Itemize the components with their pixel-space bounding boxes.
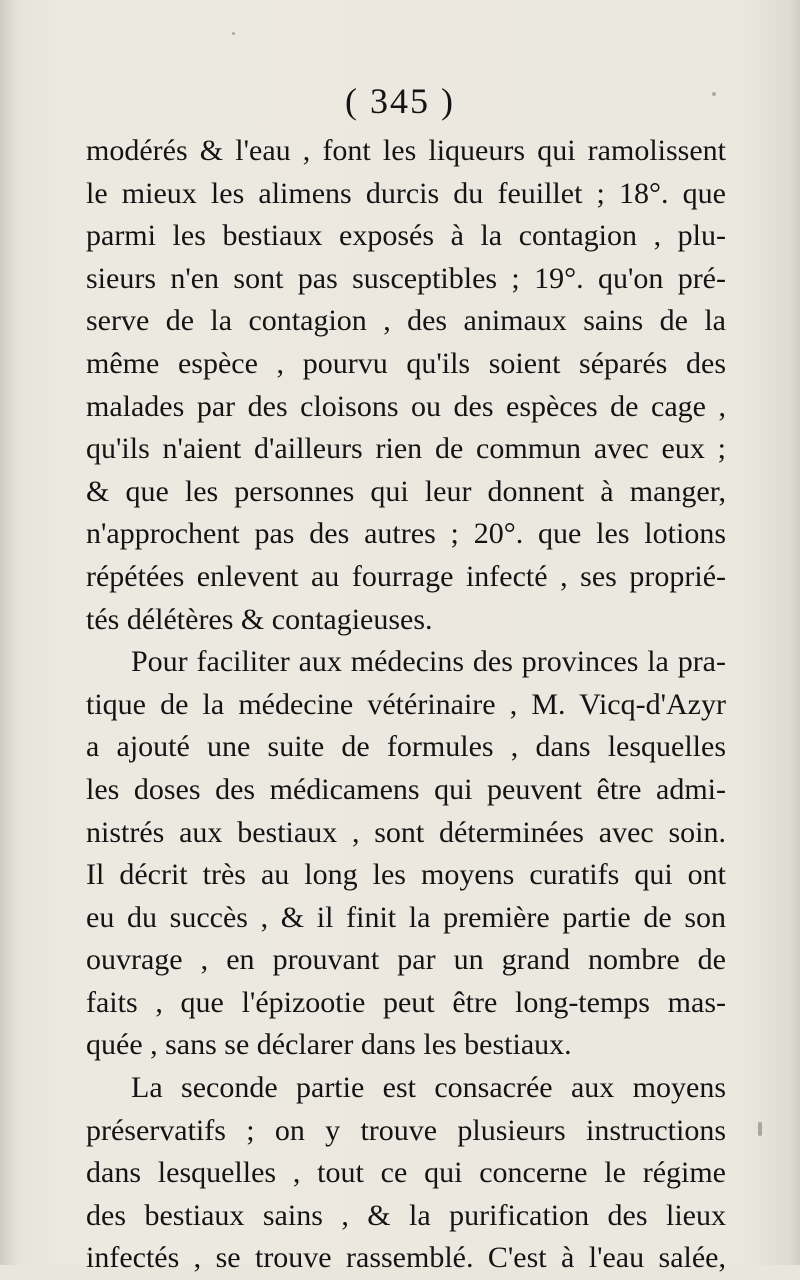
text-line: ouvrage , en prouvant par un grand nombre de [86,943,726,977]
text-line: malades par des cloisons ou des espèces de cage , [86,389,726,423]
text-line: & que les personnes qui leur donnent à manger, [86,474,726,508]
text-line: n'approchent pas des autres ; 20°. que les lotions [86,517,726,551]
ink-speck [712,92,716,96]
text-line: nistrés aux bestiaux , sont déterminées avec soin. [86,815,726,849]
text-line: modérés & l'eau , font les liqueurs qui ramolissent [86,134,726,167]
text-line: sieurs n'en sont pas susceptibles ; 19°. qu'on pré- [86,261,726,295]
text-line: tique de la médecine vétérinaire , M. Vicq-d'Azyr [86,687,726,721]
text-line: Il décrit très au long les moyens curatifs qui ont [86,858,726,892]
text-line: même espèce , pourvu qu'ils soient séparés des [86,346,726,380]
text-line: qu'ils n'aient d'ailleurs rien de commun avec eux ; [86,432,726,466]
text-line: préservatifs ; on y trouve plusieurs instructions [86,1113,726,1147]
text-line: infectés , se trouve rassemblé. C'est à l'eau salée, [86,1241,726,1275]
paragraph-start-line: Pour faciliter aux médecins des provinces la pra- [131,645,726,679]
page-number: ( 345 ) [345,81,455,121]
text-line: parmi les bestiaux exposés à la contagion , plu- [86,219,726,253]
text-line: tés délétères & contagieuses. [86,602,433,636]
text-line: quée , sans se déclarer dans les bestiaux. [86,1028,572,1062]
text-line: faits , que l'épizootie peut être long-temps mas- [86,985,726,1019]
text-line: serve de la contagion , des animaux sains de la [86,304,726,338]
text-line: les doses des médicamens qui peuvent être admi- [86,772,726,806]
paragraph-start-line: La seconde partie est consacrée aux moyens [131,1071,726,1105]
text-line: des bestiaux sains , & la purification des lieux [86,1198,726,1232]
text-line: a ajouté une suite de formules , dans lesquelles [86,730,726,764]
body-text [86,130,726,1280]
text-line: le mieux les alimens durcis du feuillet ; 18°. que [86,176,726,210]
text-line: dans lesquelles , tout ce qui concerne le régime [86,1156,726,1190]
ink-speck [758,1122,762,1136]
text-line: répétées enlevent au fourrage infecté , ses proprié- [86,559,726,593]
ink-speck [232,32,235,35]
text-line: eu du succès , & il finit la première partie de son [86,900,726,934]
